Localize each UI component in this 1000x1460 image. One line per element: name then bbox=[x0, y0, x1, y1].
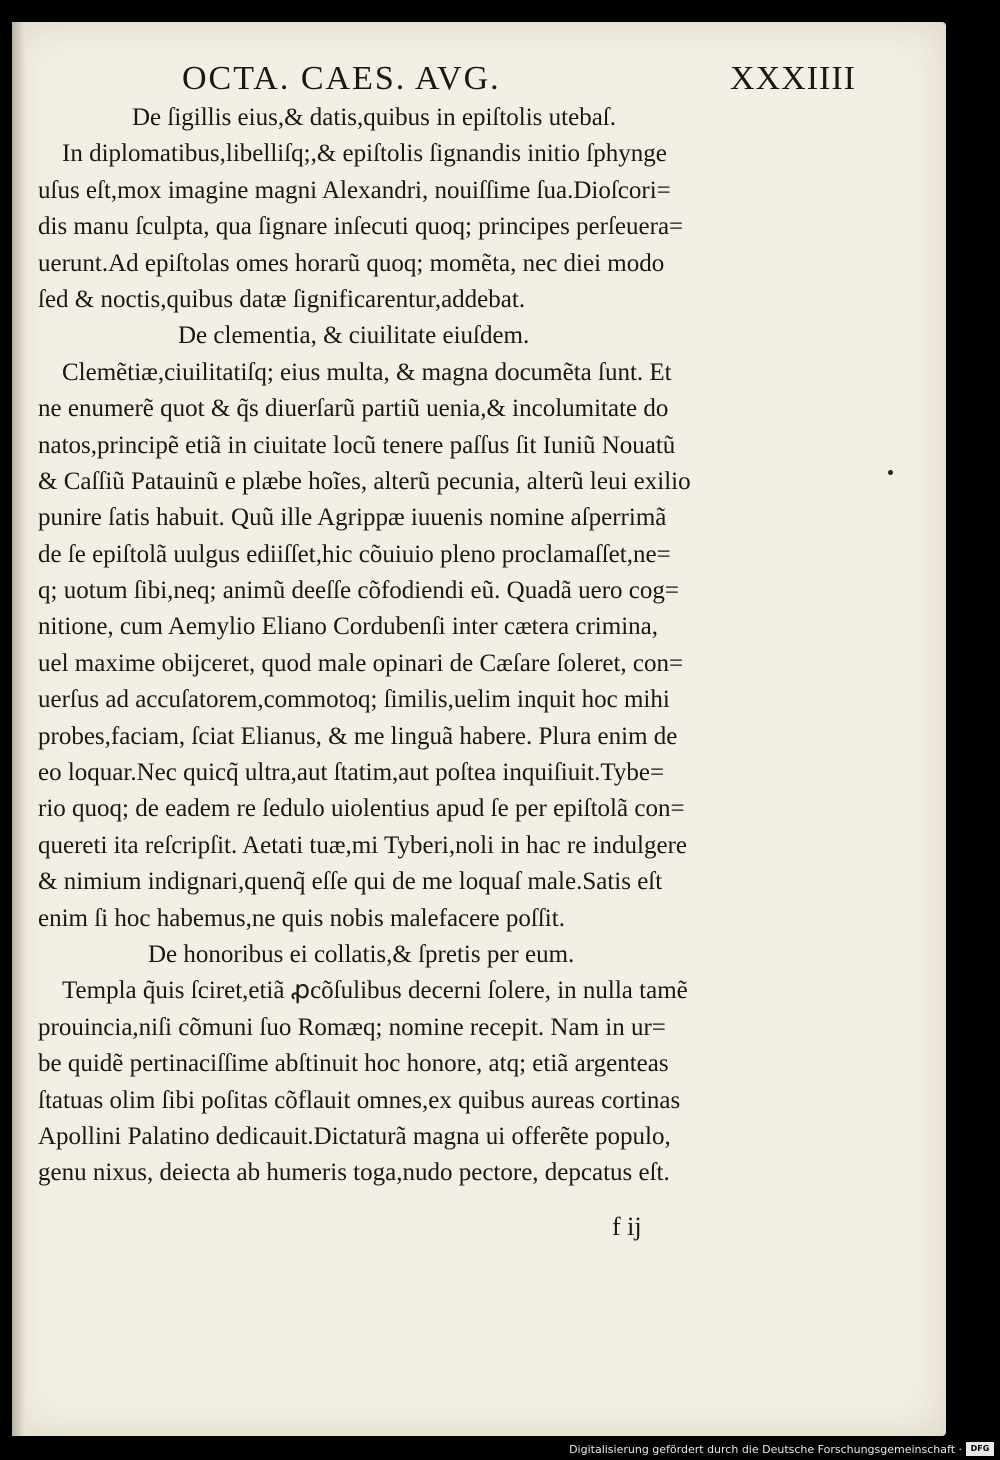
text-line: enim ſi hoc habemus,ne quis nobis malefacere poſſit. bbox=[38, 904, 565, 932]
text-line: ſed & noctis,quibus datæ ſignificarentur,addebat. bbox=[38, 285, 526, 313]
body-text bbox=[20, 100, 740, 1192]
footer-credit: Digitalisierung gefördert durch die Deutsche Forschungsgemeinschaft · bbox=[569, 1443, 962, 1456]
text-line: prouincia,niſi cõmuni ſuo Romæq; nomine recepit. Nam in ur= bbox=[38, 1013, 666, 1041]
text-line: uerunt.Ad epiſtolas omes horarũ quoq; momẽta, nec diei modo bbox=[38, 249, 665, 277]
text-line: ne enumerẽ quot & q̃s diuerſarũ partiũ uenia,& incolumitate do bbox=[38, 395, 669, 423]
text-line: uerſus ad accuſatorem,commotoq; ſimilis,uelim inquit hoc mihi bbox=[38, 686, 670, 714]
ink-speck bbox=[888, 470, 893, 475]
section-heading: De honoribus ei collatis,& ſpretis per eum. bbox=[148, 940, 575, 968]
text-line: q; uotum ſibi,neq; animũ deeſſe cõfodiendi eũ. Quadã uero cog= bbox=[38, 577, 680, 605]
text-line: de ſe epiſtolã uulgus ediiſſet,hic cõuiuio pleno proclamaſſet,ne= bbox=[38, 540, 671, 568]
signature-mark: f ij bbox=[612, 1212, 642, 1241]
running-head bbox=[182, 60, 856, 98]
folio-number: XXXIIII bbox=[730, 60, 856, 97]
text-line: genu nixus, deiecta ab humeris toga,nudo pectore, depcatus eſt. bbox=[38, 1159, 670, 1187]
text-line: punire ſatis habuit. Quũ ille Agrippæ iuuenis nomine aſperrimã bbox=[38, 504, 667, 532]
text-line: Clemẽtiæ,ciuilitatiſq; eius multa, & magna documẽta ſunt. Et bbox=[62, 358, 672, 386]
text-line: quereti ita reſcripſit. Aetati tuæ,mi Tyberi,noli in hac re indulgere bbox=[38, 831, 687, 859]
text-line: be quidẽ pertinaciſſime abſtinuit hoc honore, atq; etiã argenteas bbox=[38, 1050, 669, 1078]
text-line: nitione, cum Aemylio Eliano Cordubenſi inter cætera crimina, bbox=[38, 613, 658, 641]
book-page bbox=[12, 22, 946, 1436]
text-line: In diplomatibus,libelliſq;,& epiſtolis ſignandis initio ſphynge bbox=[62, 140, 667, 168]
text-line: eo loquar.Nec quicq̃ ultra,aut ſtatim,aut poſtea inquiſiuit.Tybe= bbox=[38, 759, 665, 787]
text-line: Templa q̃uis ſciret,etiã ꝓcõſulibus decerni ſolere, in nulla tamẽ bbox=[62, 977, 688, 1005]
text-line: dis manu ſculpta, qua ſignare inſecuti quoq; principes perſeuera= bbox=[38, 213, 684, 241]
section-heading: De clementia, & ciuilitate eiuſdem. bbox=[178, 322, 530, 350]
section-heading: De ſigillis eius,& datis,quibus in epiſtolis utebaſ. bbox=[132, 104, 616, 131]
text-line: Apollini Palatino dedicauit.Dictaturã magna ui offerẽte populo, bbox=[38, 1122, 671, 1150]
dfg-logo: DFG bbox=[966, 1442, 994, 1456]
text-line: & nimium indignari,quenq̃ eſſe qui de me loquaſ male.Satis eſt bbox=[38, 868, 663, 896]
text-line: ſtatuas olim ſibi poſitas cõflauit omnes,ex quibus aureas cortinas bbox=[38, 1086, 681, 1114]
text-line: rio quoq; de eadem re ſedulo uiolentius apud ſe per epiſtolã con= bbox=[38, 795, 685, 823]
running-head-title: OCTA. CAES. AVG. bbox=[182, 60, 501, 97]
text-line: uel maxime obijceret, quod male opinari de Cæſare ſoleret, con= bbox=[38, 649, 684, 677]
text-line: & Caſſiũ Patauinũ e plæbe hoĩes, alterũ pecunia, alterũ leui exilio bbox=[38, 467, 691, 495]
text-line: natos,principẽ etiã in ciuitate locũ tenere paſſus ſit Iuniũ Nouatũ bbox=[38, 431, 676, 459]
footer-bar bbox=[0, 1440, 1000, 1460]
text-line: uſus eſt,mox imagine magni Alexandri, nouiſſime ſua.Dioſcori= bbox=[38, 176, 671, 204]
text-line: probes,faciam, ſciat Elianus, & me linguã habere. Plura enim de bbox=[38, 722, 678, 750]
